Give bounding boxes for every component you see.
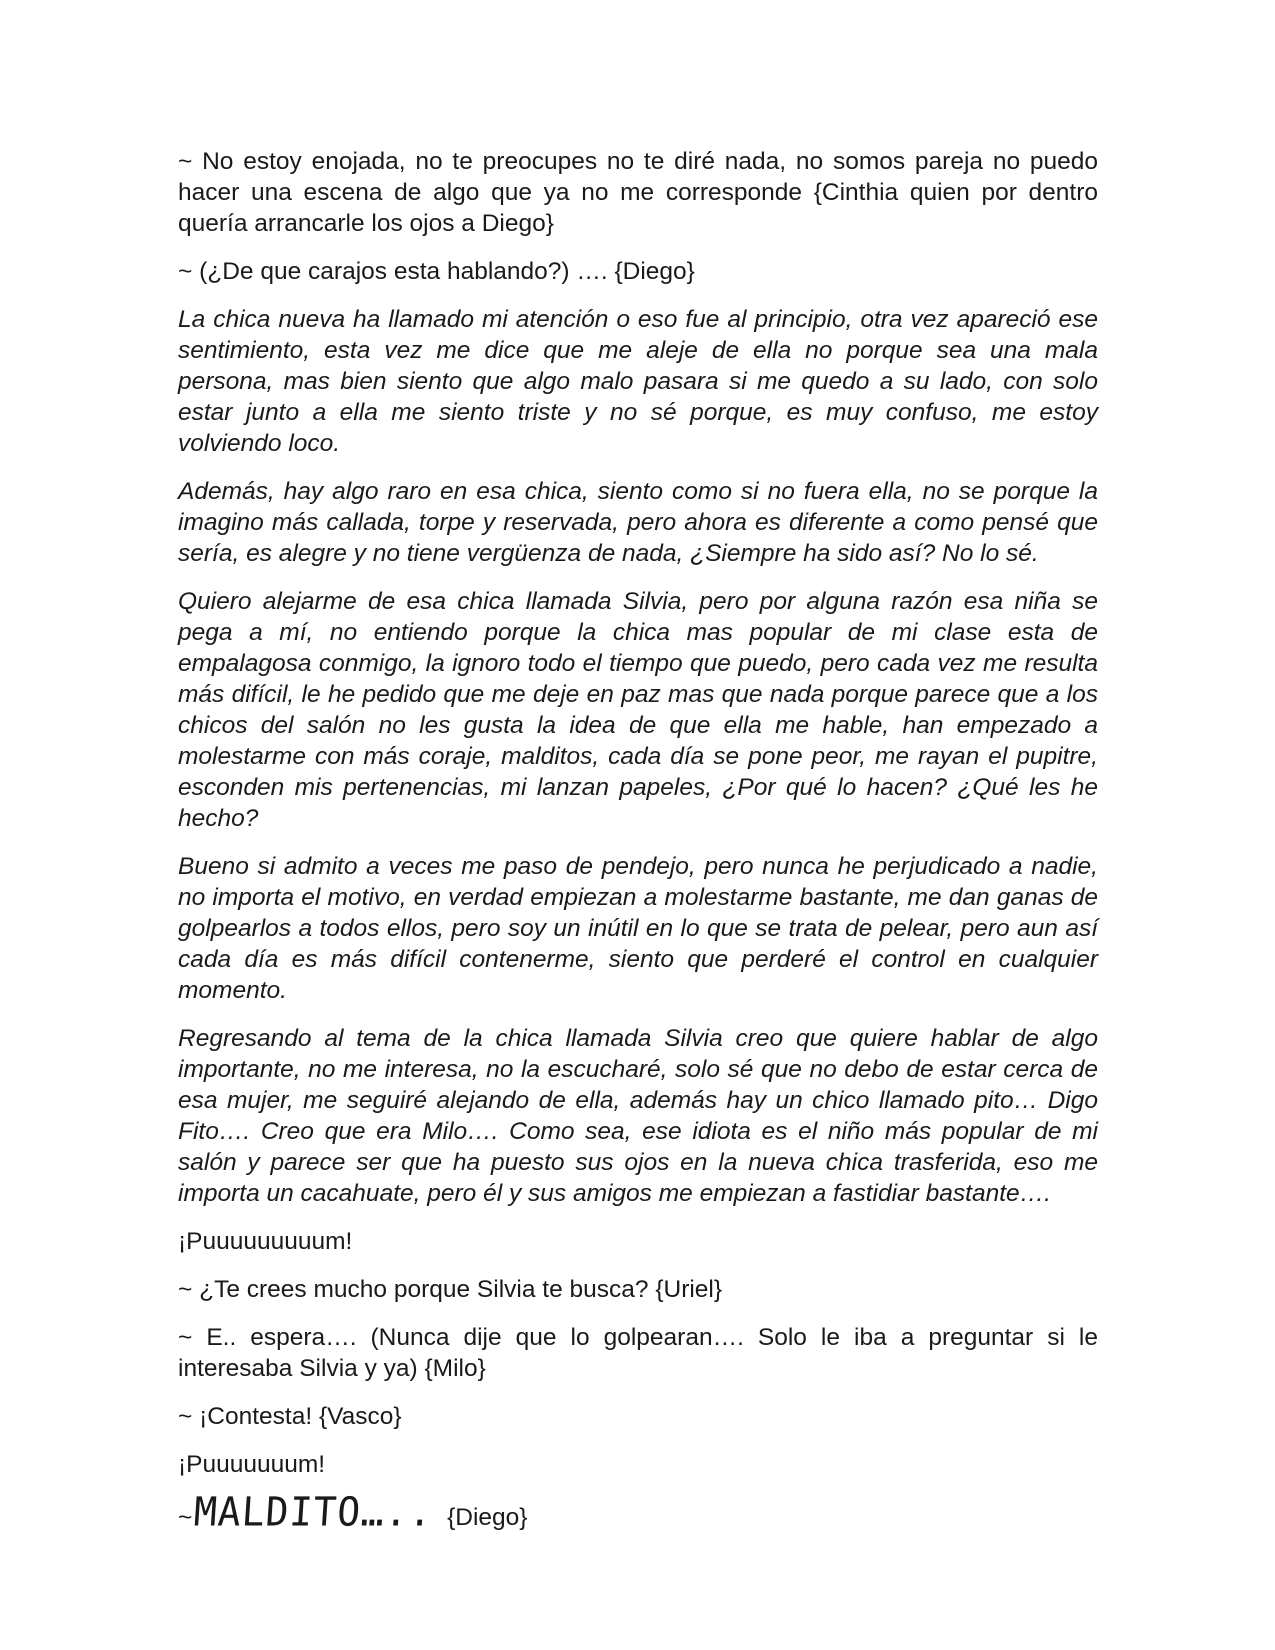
dialogue-uriel: ~ ¿Te crees mucho porque Silvia te busca? {Uriel} xyxy=(178,1276,723,1303)
shout-text: MALDITO….. xyxy=(192,1488,435,1536)
dialogue-tilde: ~ xyxy=(178,1504,193,1531)
speaker-tag: {Diego} xyxy=(447,1504,528,1531)
narration-paragraph-2: Además, hay algo raro en esa chica, siento como si no fuera ella, no se porque la imagino más callada, torpe y reservada, pero ahora es diferente a como pensé que sería, es alegre y no tiene vergüenza de nada, ¿Siempre ha sido así? No lo sé. xyxy=(178,478,1098,567)
narration-paragraph-5: Regresando al tema de la chica llamada Silvia creo que quiere hablar de algo importante, no me interesa, no la escucharé, solo sé que no debo de estar cerca de esa mujer, me seguiré alejando de ella, además hay un chico llamado pito… Digo Fito…. Creo que era Milo…. Como sea, ese idiota es el niño más popular de mi salón y parece ser que ha puesto sus ojos en la nueva chica trasferida, eso me importa un cacahuate, pero él y sus amigos me empiezan a fastidiar bastante…. xyxy=(178,1025,1098,1207)
dialogue-diego-shout xyxy=(178,1488,1098,1536)
narration-paragraph-1: La chica nueva ha llamado mi atención o eso fue al principio, otra vez apareció ese sentimiento, esta vez me dice que me aleje de ella no porque sea una mala persona, mas bien siento que algo malo pasara si me quedo a su lado, con solo estar junto a ella me siento triste y no sé porque, es muy confuso, me estoy volviendo loco. xyxy=(178,306,1098,457)
dialogue-cinthia: ~ No estoy enojada, no te preocupes no te diré nada, no somos pareja no puedo hacer una escena de algo que ya no me corresponde {Cinthia quien por dentro quería arrancarle los ojos a Diego} xyxy=(178,148,1098,237)
dialogue-milo: ~ E.. espera…. (Nunca dije que lo golpearan…. Solo le iba a preguntar si le interesaba Silvia y ya) {Milo} xyxy=(178,1324,1098,1382)
sound-effect-1: ¡Puuuuuuuuum! xyxy=(178,1228,353,1255)
dialogue-diego-question: ~ (¿De que carajos esta hablando?) …. {Diego} xyxy=(178,258,695,285)
document-page xyxy=(178,146,1098,1536)
sound-effect-2: ¡Puuuuuuum! xyxy=(178,1451,326,1478)
narration-paragraph-4: Bueno si admito a veces me paso de pendejo, pero nunca he perjudicado a nadie, no importa el motivo, en verdad empiezan a molestarme bastante, me dan ganas de golpearlos a todos ellos, pero soy un inútil en lo que se trata de pelear, pero aun así cada día es más difícil contenerme, siento que perderé el control en cualquier momento. xyxy=(178,853,1098,1004)
dialogue-vasco: ~ ¡Contesta! {Vasco} xyxy=(178,1403,402,1430)
narration-paragraph-3: Quiero alejarme de esa chica llamada Silvia, pero por alguna razón esa niña se pega a mí, no entiendo porque la chica mas popular de mi clase esta de empalagosa conmigo, la ignoro todo el tiempo que puedo, pero cada vez me resulta más difícil, le he pedido que me deje en paz mas que nada porque parece que a los chicos del salón no les gusta la idea de que ella me hable, han empezado a molestarme con más coraje, malditos, cada día se pone peor, me rayan el pupitre, esconden mis pertenencias, mi lanzan papeles, ¿Por qué lo hacen? ¿Qué les he hecho? xyxy=(178,588,1098,832)
